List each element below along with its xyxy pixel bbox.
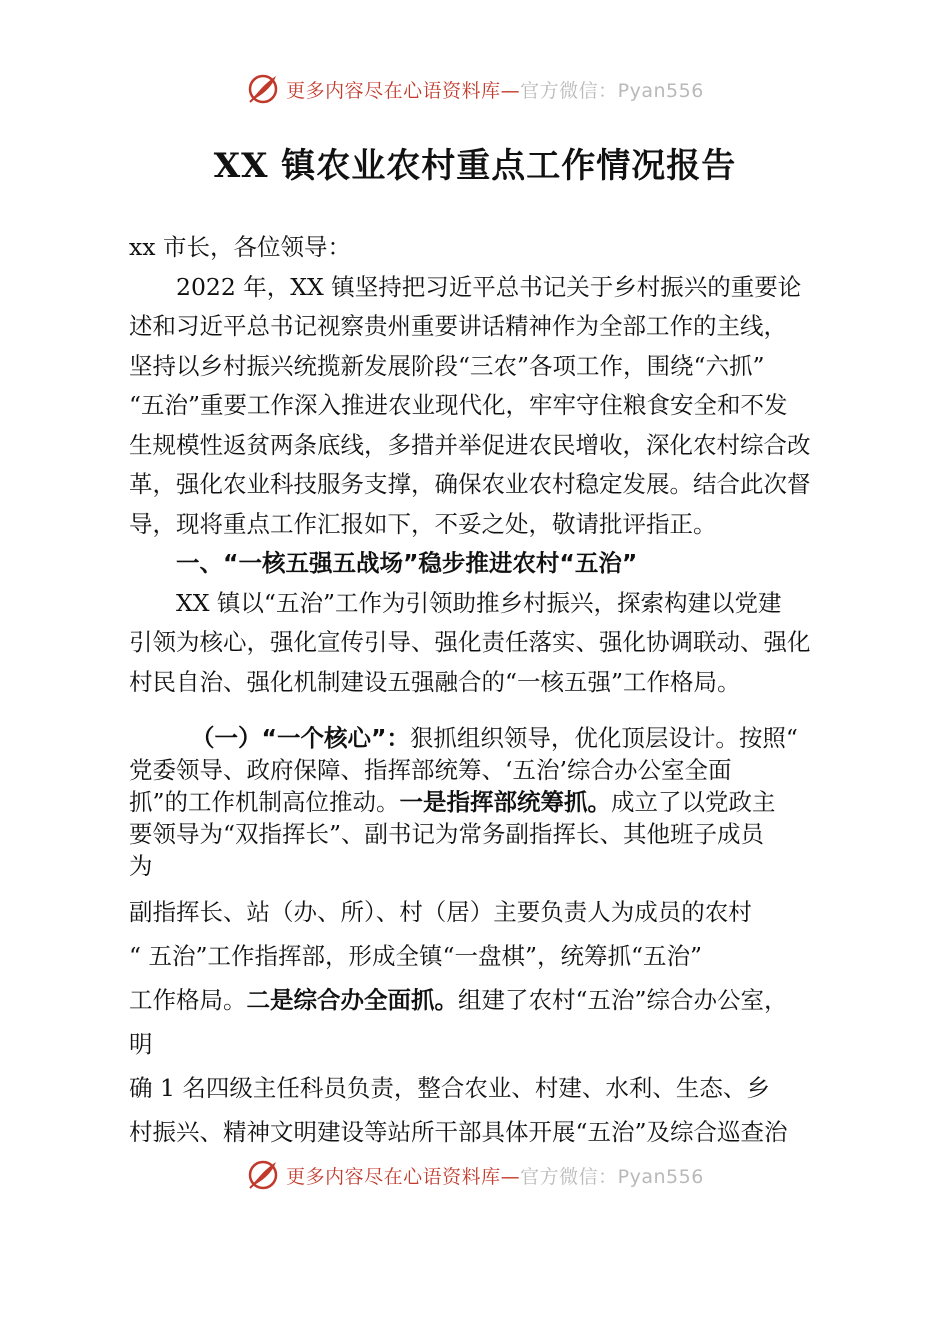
watermark-text: 更多内容尽在心语资料库—官方微信：Pyan556	[286, 1165, 704, 1188]
paragraph-line: XX 镇以“五治”工作为引领助推乡村振兴，探索构建以党建	[176, 588, 782, 617]
paragraph-line: “ 五治”工作指挥部，形成全镇“一盘棋”，统筹抓“五治”	[129, 942, 703, 970]
paragraph-line: 村民自治、强化机制建设五强融合的“一核五强”工作格局。	[129, 667, 741, 696]
document-title: XX 镇农业农村重点工作情况报告	[213, 146, 737, 186]
feather-circle-logo-icon	[246, 72, 280, 106]
paragraph-line: 确 1 名四级主任科员负责，整合农业、村建、水利、生态、乡	[129, 1074, 770, 1102]
subsection-line: （一）“一个核心”：狠抓组织领导，优化顶层设计。按照“	[191, 724, 798, 752]
paragraph-line: 村振兴、精神文明建设等站所干部具体开展“五治”及综合巡查治	[129, 1118, 788, 1146]
paragraph-line: 导，现将重点工作汇报如下，不妥之处，敬请批评指正。	[129, 509, 717, 538]
continued-block	[129, 890, 843, 1154]
paragraph-line: 工作格局。二是综合办全面抓。组建了农村“五治”综合办公室，	[129, 986, 788, 1014]
paragraph-line: 党委领导、政府保障、指挥部统筹、‘五治’综合办公室全面	[129, 756, 732, 784]
paragraph-line: 革，强化农业科技服务支撑，确保农业农村稳定发展。结合此次督	[129, 470, 811, 498]
salutation: xx 市长，各位领导：	[129, 233, 351, 261]
paragraph-line: 副指挥长、站（办、所）、村（居）主要负责人为成员的农村	[129, 898, 752, 926]
paragraph-line: 要领导为“双指挥长”、副书记为常务副指挥长、其他班子成员	[129, 820, 765, 848]
feather-circle-logo-icon	[246, 1158, 280, 1192]
paragraph-line: 生规模性返贫两条底线，多措并举促进农民增收，深化农村综合改	[129, 430, 811, 459]
section-heading: 一、“一核五强五战场”稳步推进农村“五治”	[176, 549, 638, 577]
paragraph-line: 坚持以乡村振兴统揽新发展阶段“三农”各项工作，围绕“六抓”	[129, 351, 765, 380]
paragraph-line: 明	[129, 1030, 153, 1058]
paragraph-line: 为	[129, 852, 153, 880]
paragraph-line: 2022 年，XX 镇坚持把习近平总书记关于乡村振兴的重要论	[176, 272, 802, 301]
document-body	[129, 228, 843, 702]
watermark-header	[0, 72, 950, 106]
paragraph-line: 引领为核心，强化宣传引导、强化责任落实、强化协调联动、强化	[129, 628, 811, 656]
paragraph-line: 抓”的工作机制高位推动。一是指挥部统筹抓。成立了以党政主	[129, 788, 776, 816]
watermark-footer	[0, 1158, 950, 1192]
watermark-text: 更多内容尽在心语资料库—官方微信：Pyan556	[286, 79, 704, 102]
subsection-label: （一）“一个核心”：	[191, 724, 410, 752]
paragraph-line: “五治”重要工作深入推进农业现代化，牢牢守住粮食安全和不发	[129, 391, 788, 419]
subsection-block	[129, 722, 843, 882]
paragraph-line: 述和习近平总书记视察贵州重要讲话精神作为全部工作的主线，	[129, 312, 787, 340]
